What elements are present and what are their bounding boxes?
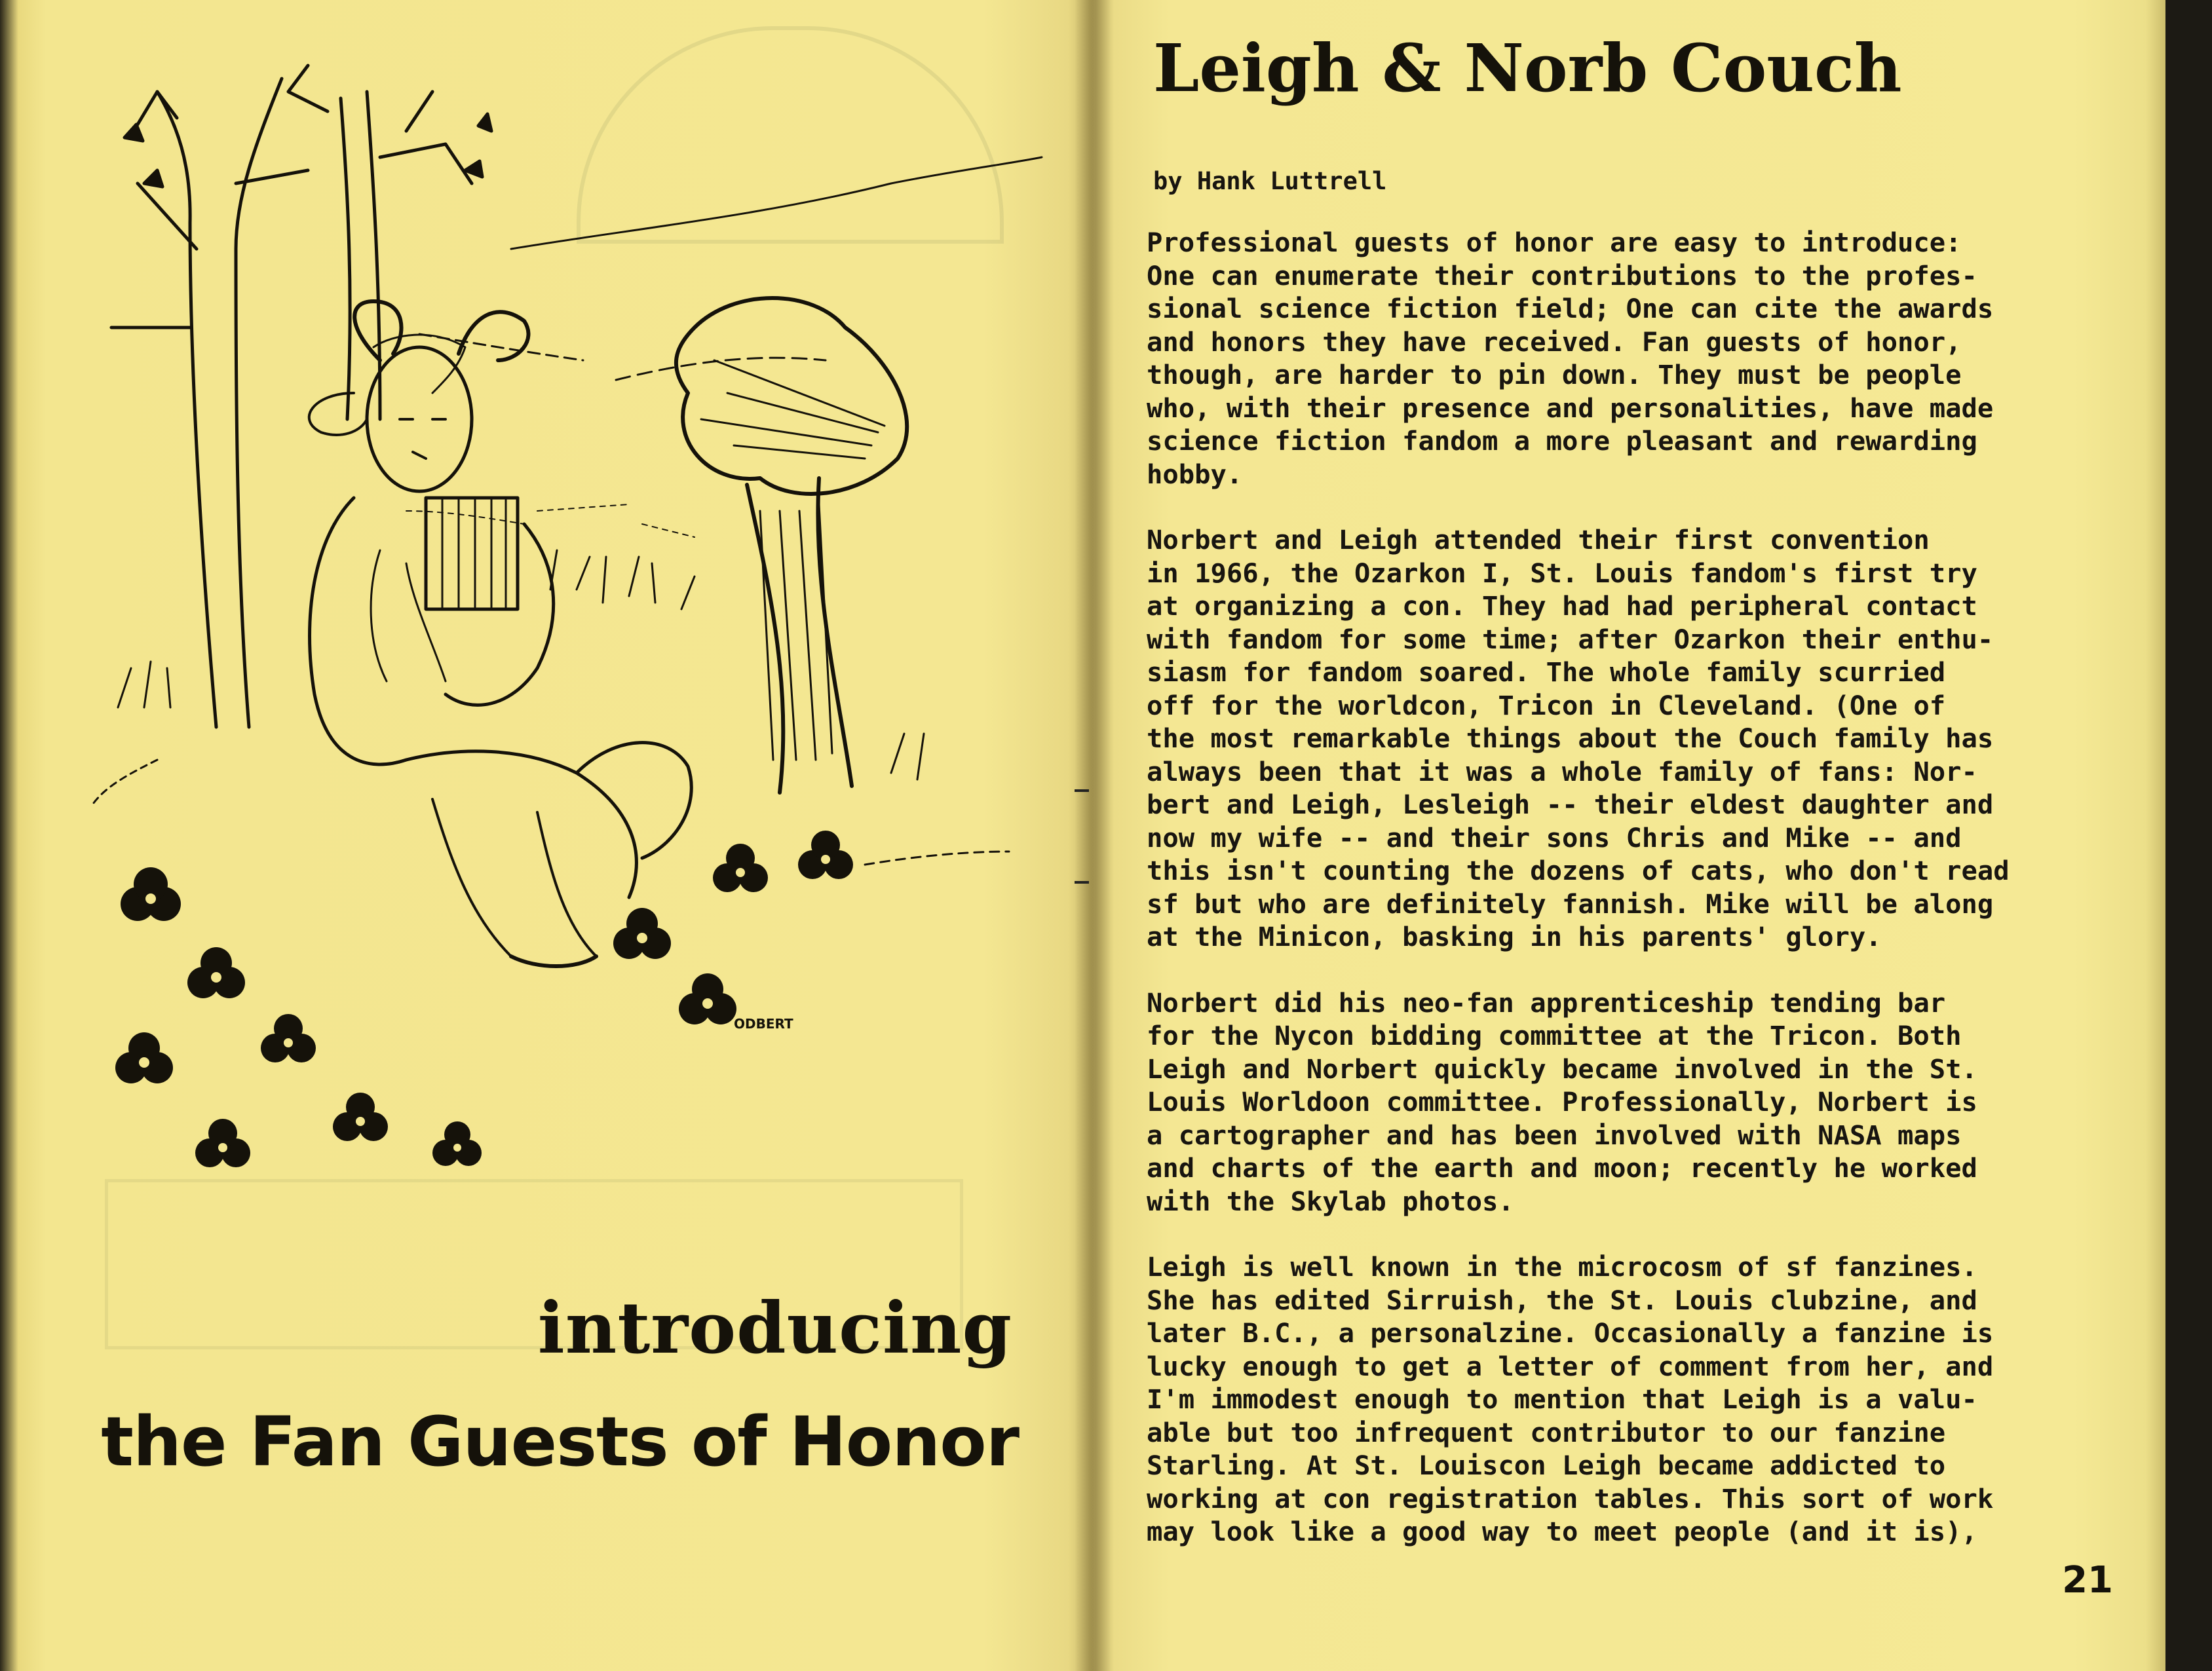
text-line: Louis Worldoon committee. Professionally, Norbert is (1147, 1086, 1977, 1117)
text-line: at organizing a con. They had had peripheral contact (1147, 590, 1977, 622)
right-page (1091, 0, 2165, 1671)
text-line: Norbert did his neo-fan apprenticeship tending bar (1147, 986, 1946, 1019)
text-line: who, with their presence and personalities, have made (1147, 392, 1994, 424)
text-line: in 1966, the Ozarkon I, St. Louis fandom's first try (1147, 557, 1977, 589)
text-line: sional science fiction field; One can cite the awards (1147, 293, 1994, 324)
text-line: at the Minicon, basking in his parents' glory. (1147, 921, 1882, 952)
text-line: may look like a good way to meet people (and it is), (1147, 1516, 1977, 1547)
text-line: this isn't counting the dozens of cats, who don't read (1147, 855, 2010, 886)
text-line: working at con registration tables. This sort of work (1147, 1482, 1994, 1514)
text-line: and honors they have received. Fan guests of honor, (1147, 326, 1962, 358)
article-body (1147, 226, 2143, 1581)
text-line: though, are harder to pin down. They must be people (1147, 359, 1962, 390)
byline: by Hank Luttrell (1153, 167, 1387, 195)
paragraph-1 (1147, 226, 2143, 491)
paragraph-4 (1147, 1250, 2143, 1549)
text-line: the most remarkable things about the Couch family has (1147, 723, 1994, 754)
headline-fan-guests: the Fan Guests of Honor (101, 1402, 1019, 1482)
clover-cluster (115, 831, 853, 1167)
paragraph-3 (1147, 986, 2143, 1218)
left-page (0, 0, 1091, 1671)
text-line: Starling. At St. Louiscon Leigh became addicted to (1147, 1450, 1946, 1481)
artist-signature: ODBERT (734, 1016, 793, 1032)
text-line: Professional guests of honor are easy to introduce: (1147, 227, 1962, 258)
book-gutter (1075, 0, 1114, 1671)
text-line: One can enumerate their contributions to the profes- (1147, 259, 1977, 291)
page-number: 21 (2062, 1559, 2113, 1602)
text-line: for the Nycon bidding committee at the Tricon. Both (1147, 1020, 1962, 1051)
text-line: siasm for fandom soared. The whole family scurried (1147, 656, 1946, 688)
text-line: Leigh is well known in the microcosm of sf fanzines. (1147, 1251, 1977, 1283)
text-line: with the Skylab photos. (1147, 1185, 1514, 1217)
text-line: bert and Leigh, Lesleigh -- their eldest daughter and (1147, 789, 1994, 820)
text-line: able but too infrequent contributor to our fanzine (1147, 1416, 1946, 1448)
text-line: She has edited Sirruish, the St. Louis clubzine, and (1147, 1284, 1977, 1316)
text-line: a cartographer and has been involved with NASA maps (1147, 1119, 1962, 1151)
paragraph-2 (1147, 523, 2143, 954)
text-line: off for the worldcon, Tricon in Cleveland. (One of (1147, 689, 1946, 721)
article-title: Leigh & Norb Couch (1153, 29, 1902, 107)
text-line: hobby. (1147, 458, 1243, 490)
text-line: lucky enough to get a letter of comment from her, and (1147, 1350, 1994, 1382)
text-line: with fandom for some time; after Ozarkon their enthu- (1147, 623, 1994, 655)
staple-mark (1075, 881, 1089, 884)
headline-introducing: introducing (537, 1287, 1012, 1370)
faun-playing-panpipes-illustration (39, 52, 1061, 1199)
text-line: I'm immodest enough to mention that Leigh is a valu- (1147, 1383, 1977, 1415)
text-line: later B.C., a personalzine. Occasionally a fanzine is (1147, 1317, 1994, 1349)
text-line: science fiction fandom a more pleasant and rewarding (1147, 425, 1977, 457)
text-line: Leigh and Norbert quickly became involved in the St. (1147, 1053, 1977, 1085)
text-line: always been that it was a whole family of fans: Nor- (1147, 755, 1977, 787)
staple-mark (1075, 789, 1089, 792)
text-line: and charts of the earth and moon; recently he worked (1147, 1152, 1977, 1184)
text-line: Norbert and Leigh attended their first convention (1147, 524, 1930, 555)
text-line: now my wife -- and their sons Chris and Mike -- and (1147, 821, 1962, 854)
text-line: sf but who are definitely fannish. Mike will be along (1147, 888, 1994, 920)
